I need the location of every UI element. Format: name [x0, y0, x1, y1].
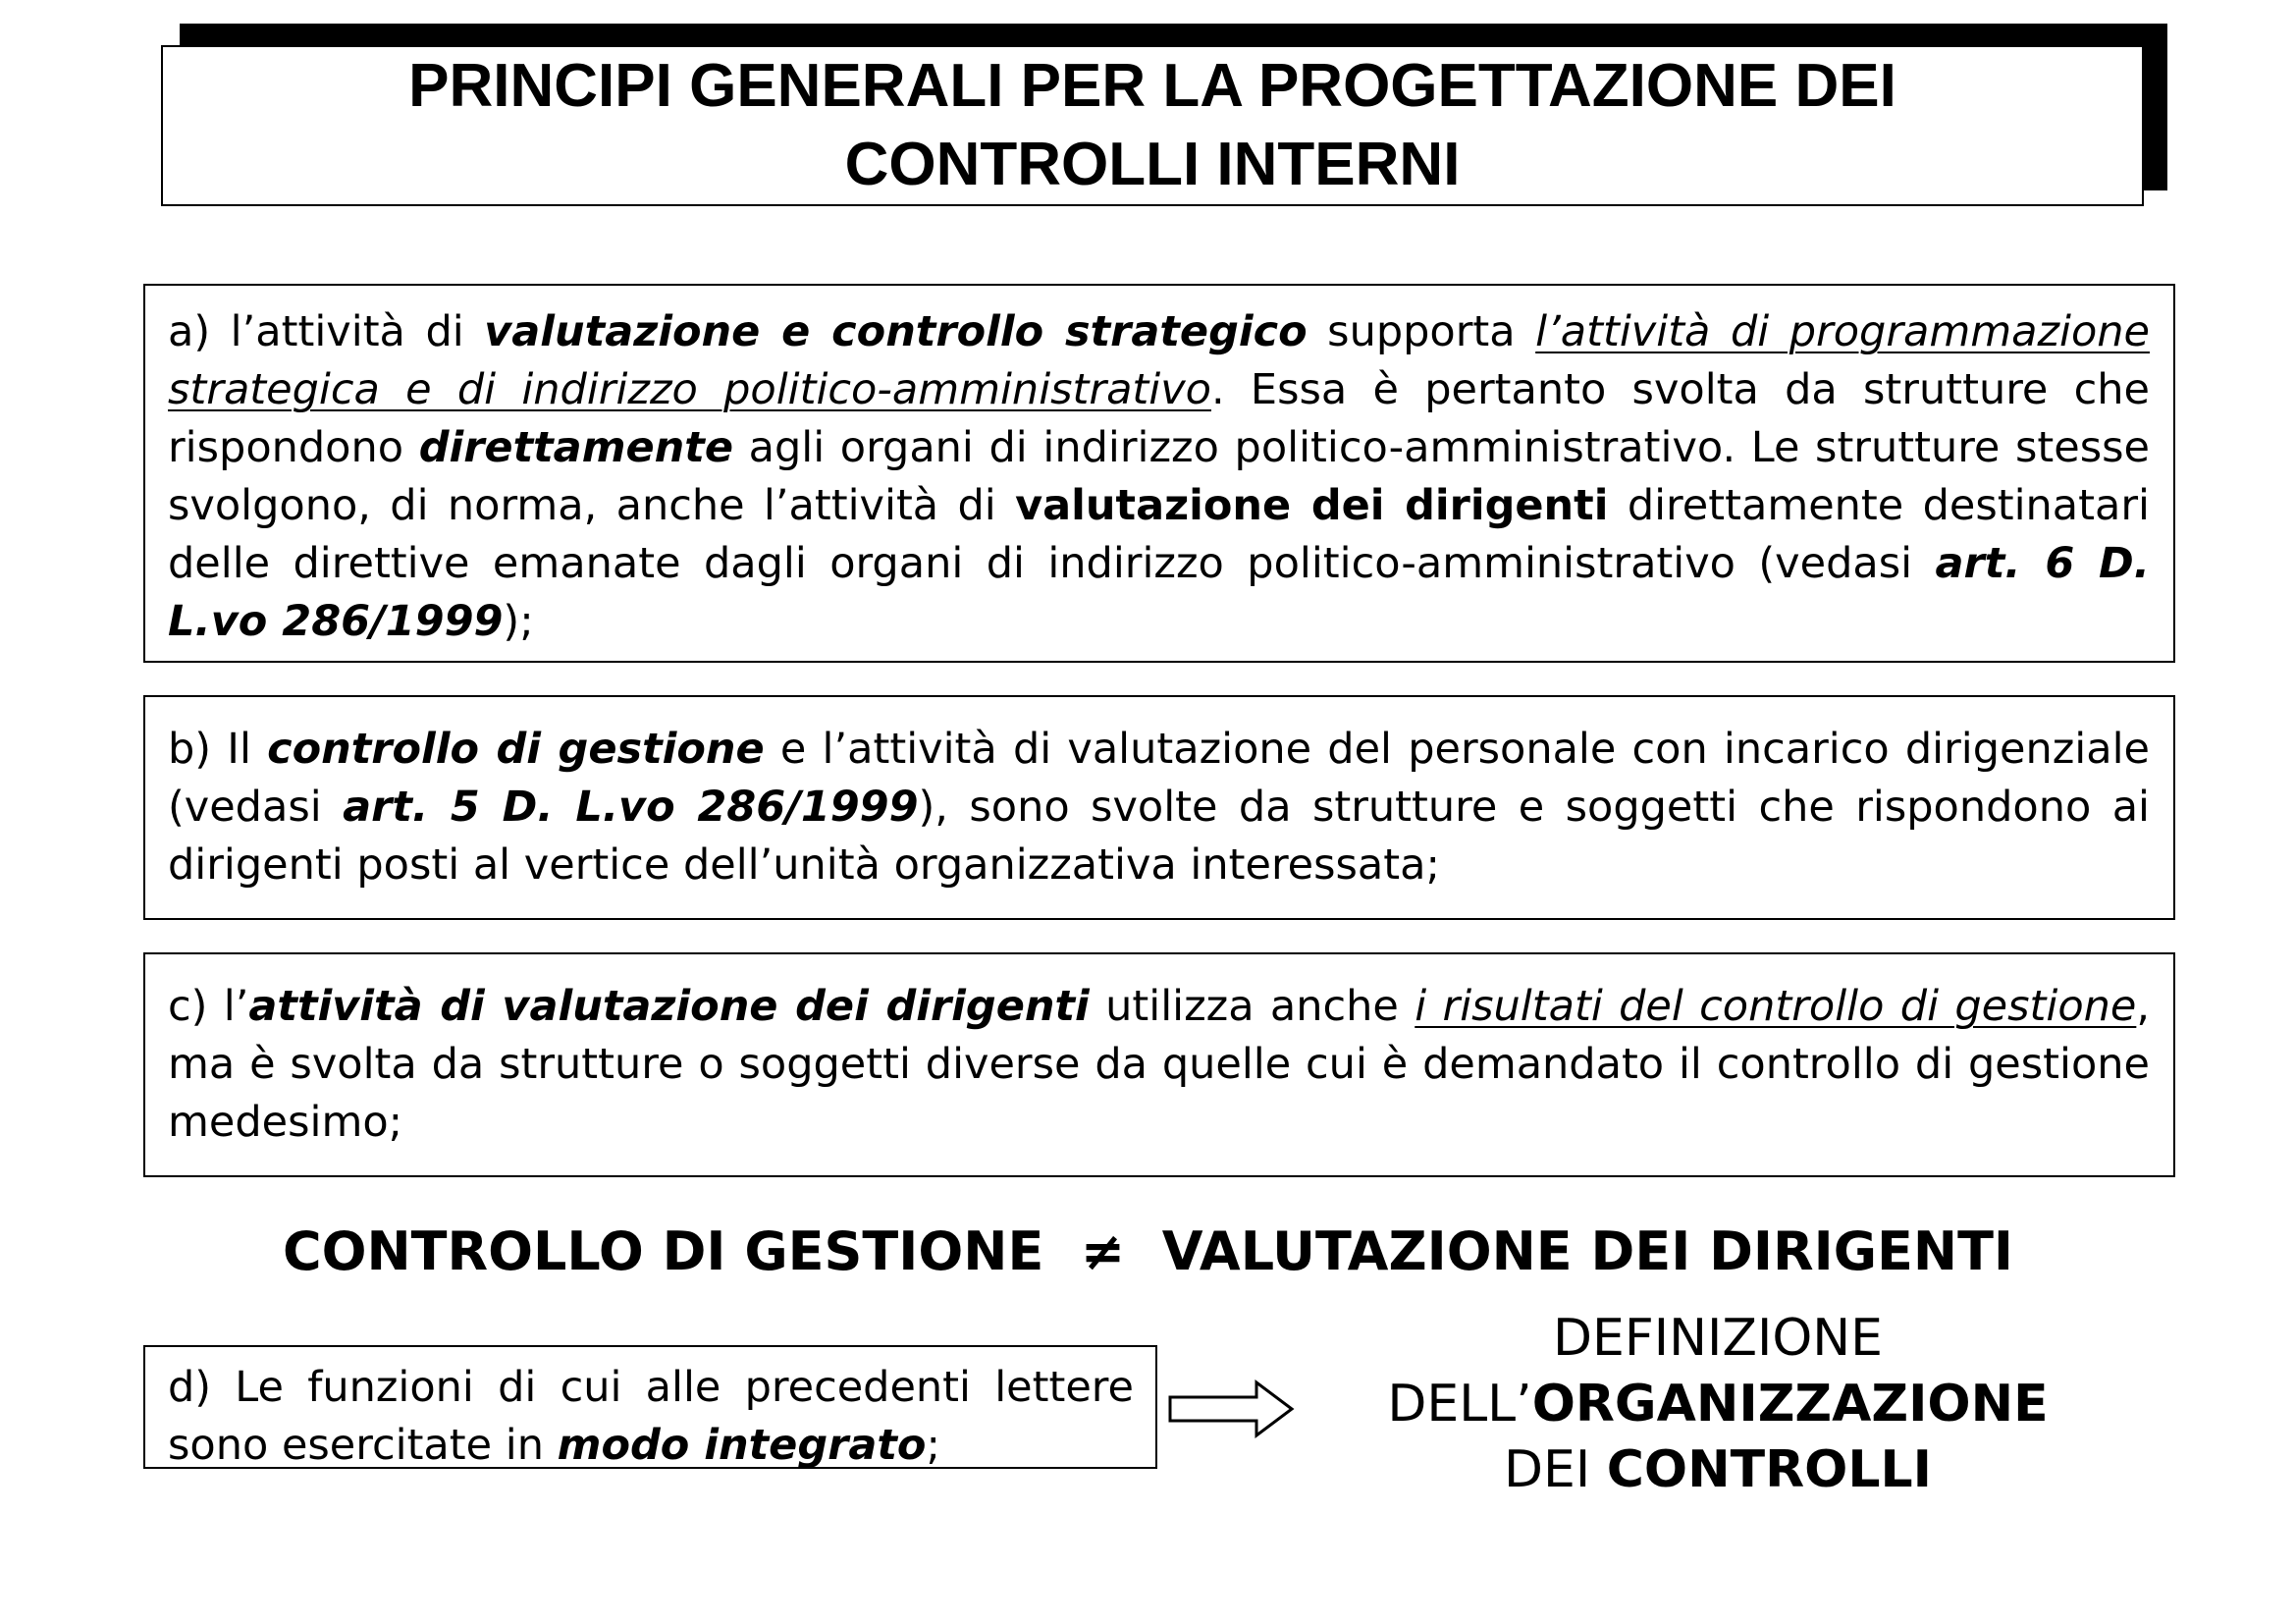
text-span: direttamente destinatari delle direttive emanate dagli organi di indirizzo politico-amministrativo (vedasi	[168, 481, 2150, 588]
text-span: d) Le funzioni di cui alle precedenti lettere sono esercitate in	[168, 1363, 1134, 1470]
page-title-line-1: PRINCIPI GENERALI PER LA PROGETTAZIONE DEI	[408, 52, 1896, 120]
definition-block	[1315, 1306, 2120, 1503]
emphasis-text: valutazione e controllo strategico	[484, 307, 1308, 356]
principle-d-text	[168, 1359, 1134, 1475]
text-span: . Essa è pertanto svolta da strutture che rispondono	[168, 365, 2150, 472]
law-reference: art. 5 D. L.vo 286/1999	[343, 783, 919, 832]
law-reference: art. 6 D. L.vo 286/1999	[168, 539, 2150, 646]
principle-d-box	[143, 1345, 1157, 1469]
underlined-text: i risultati del controllo di gestione	[1415, 982, 2137, 1031]
text-span: a) l’attività di	[168, 307, 485, 356]
definition-line-2	[1315, 1372, 2120, 1437]
text-span: b) Il	[168, 725, 268, 774]
emphasis-text: modo integrato	[557, 1421, 927, 1470]
text-span: DELL’	[1387, 1375, 1532, 1434]
title-box	[161, 45, 2144, 206]
text-span: , ma è svolta da strutture o soggetti diverse da quelle cui è demandato il controllo di gestione medesimo;	[168, 982, 2151, 1147]
bold-text: valutazione dei dirigenti	[1015, 481, 1609, 530]
right-arrow-icon	[1168, 1380, 1296, 1438]
bold-text: CONTROLLI	[1606, 1440, 1932, 1499]
principle-b-text	[168, 721, 2150, 894]
principle-a-box	[143, 284, 2175, 663]
comparison-heading: CONTROLLO DI GESTIONE ≠ VALUTAZIONE DEI DIRIGENTI	[282, 1220, 2014, 1282]
text-span: utilizza anche	[1089, 982, 1415, 1031]
text-span: supporta	[1307, 307, 1536, 356]
principle-c-text	[168, 978, 2150, 1152]
text-span: e l’attività di valutazione del personale con incarico dirigenziale (vedasi	[168, 725, 2151, 832]
text-span: );	[503, 597, 534, 646]
definition-line-1: DEFINIZIONE	[1552, 1309, 1884, 1368]
principle-c-box	[143, 952, 2175, 1177]
principle-b-box	[143, 695, 2175, 920]
text-span: c) l’	[168, 982, 249, 1031]
text-span: ), sono svolte da strutture e soggetti che rispondono ai dirigenti posti al vertice dell’unità organizzativa interessata;	[168, 783, 2150, 890]
emphasis-text: direttamente	[418, 423, 734, 472]
text-span: DEI	[1504, 1440, 1607, 1499]
text-span: ;	[926, 1421, 940, 1470]
page-title-line-2: CONTROLLI INTERNI	[844, 131, 1461, 198]
emphasis-text: attività di valutazione dei dirigenti	[248, 982, 1090, 1031]
underlined-text: l’attività di programmazione strategica e di indirizzo politico-amministrativo	[168, 307, 2151, 414]
definition-line-3	[1315, 1437, 2120, 1503]
emphasis-text: controllo di gestione	[267, 725, 765, 774]
principle-a-text	[168, 303, 2150, 651]
bold-text: ORGANIZZAZIONE	[1531, 1375, 2049, 1434]
text-span: agli organi di indirizzo politico-amministrativo. Le strutture stesse svolgono, di norma, anche l’attività di	[168, 423, 2150, 530]
